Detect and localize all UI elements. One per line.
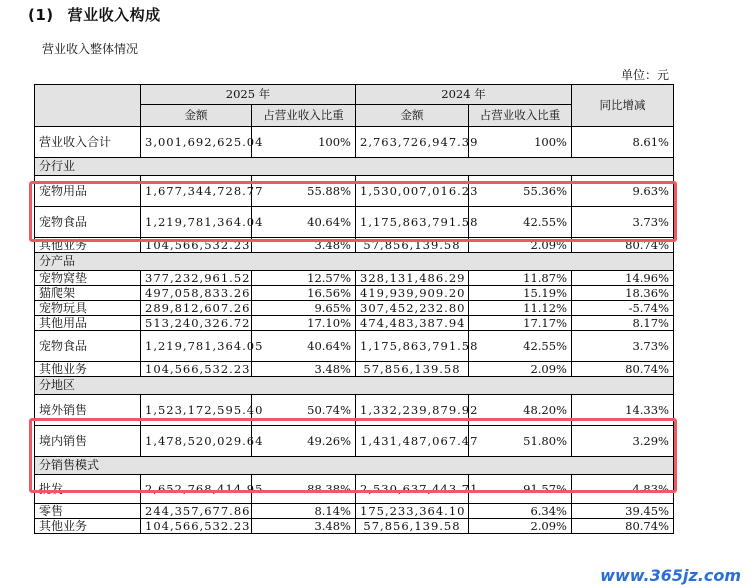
table-row [35,519,674,534]
yoy-change: 4.83% [572,475,674,504]
share-2024: 6.34% [469,504,572,519]
share-2025: 3.48% [252,362,356,377]
amount-2024: 1,431,487,067.47 [356,426,469,457]
share-2025: 12.57% [252,271,356,286]
table-row [35,271,674,286]
amount-2024: 57,856,139.58 [356,238,469,253]
amount-2025: 1,677,344,728.77 [141,176,252,207]
yoy-change: 18.36% [572,286,674,301]
table-row [35,362,674,377]
row-label: 境内销售 [35,426,141,457]
header-share-2024: 占营业收入比重 [469,105,572,127]
amount-2024: 57,856,139.58 [356,519,469,534]
share-2024: 11.87% [469,271,572,286]
share-2025: 49.26% [252,426,356,457]
highlight-box-industry [29,181,677,242]
share-2024: 48.20% [469,395,572,426]
yoy-change: -5.74% [572,301,674,316]
yoy-change: 80.74% [572,519,674,534]
section-row-region [35,377,674,395]
share-2025: 40.64% [252,207,356,238]
share-2024: 55.36% [469,176,572,207]
watermark: www.365jz.com [596,566,745,585]
amount-2024: 474,483,387.94 [356,316,469,331]
share-2025: 16.56% [252,286,356,301]
row-label: 猫爬架 [35,286,141,301]
share-2025: 88.38% [252,475,356,504]
table-row [35,286,674,301]
yoy-change: 80.74% [572,238,674,253]
share-2025: 9.65% [252,301,356,316]
share-2025: 17.10% [252,316,356,331]
yoy-change: 3.73% [572,331,674,362]
amount-2024: 328,131,486.29 [356,271,469,286]
row-label: 零售 [35,504,141,519]
section-row-product [35,253,674,271]
header-amount-2025: 金额 [141,105,252,127]
table-row-total [35,127,674,158]
yoy-change: 3.73% [572,207,674,238]
section-title: 分销售模式 [35,457,674,475]
amount-2024: 57,856,139.58 [356,362,469,377]
share-2025: 55.88% [252,176,356,207]
amount-2025: 2,652,768,414.95 [141,475,252,504]
table-row [35,504,674,519]
share-2024: 100% [469,127,572,158]
amount-2025: 104,566,532.23 [141,519,252,534]
highlight-box-region [29,418,677,493]
heading-title: 营业收入构成 [67,6,161,24]
amount-2025: 1,219,781,364.04 [141,207,252,238]
unit-label: 单位：元 [620,68,669,82]
yoy-change: 9.63% [572,176,674,207]
amount-2024: 2,763,726,947.39 [356,127,469,158]
row-label: 其他业务 [35,362,141,377]
row-label: 批发 [35,475,141,504]
row-label: 宠物窝垫 [35,271,141,286]
share-2024: 2.09% [469,362,572,377]
amount-2024: 175,233,364.10 [356,504,469,519]
yoy-change: 8.17% [572,316,674,331]
share-2025: 8.14% [252,504,356,519]
amount-2025: 1,219,781,364.05 [141,331,252,362]
header-year-2025: 2025 年 [141,85,356,105]
header-yoy: 同比增减 [572,85,674,127]
amount-2025: 513,240,326.72 [141,316,252,331]
yoy-change: 80.74% [572,362,674,377]
table-row [35,301,674,316]
amount-2025: 1,478,520,029.64 [141,426,252,457]
yoy-change: 3.29% [572,426,674,457]
row-label: 其他业务 [35,238,141,253]
share-2024: 2.09% [469,519,572,534]
header-row-years [35,85,674,105]
share-2024: 42.55% [469,331,572,362]
row-label: 宠物食品 [35,331,141,362]
header-blank-cell [35,85,141,127]
share-2025: 3.48% [252,238,356,253]
amount-2024: 419,939,909.20 [356,286,469,301]
share-2025: 100% [252,127,356,158]
amount-2025: 244,357,677.86 [141,504,252,519]
share-2025: 3.48% [252,519,356,534]
amount-2024: 1,175,863,791.58 [356,207,469,238]
section-heading [28,4,161,25]
section-title: 分地区 [35,377,674,395]
row-label: 宠物食品 [35,207,141,238]
table-row [35,316,674,331]
amount-2025: 377,232,961.52 [141,271,252,286]
table-subtitle: 营业收入整体情况 [42,42,139,56]
section-row-industry [35,158,674,176]
share-2024: 42.55% [469,207,572,238]
row-label: 宠物玩具 [35,301,141,316]
row-label: 其他业务 [35,519,141,534]
amount-2025: 3,001,692,625.04 [141,127,252,158]
yoy-change: 14.33% [572,395,674,426]
share-2024: 2.09% [469,238,572,253]
share-2024: 91.57% [469,475,572,504]
row-label: 宠物用品 [35,176,141,207]
table-row [35,331,674,362]
amount-2024: 307,452,232.80 [356,301,469,316]
header-amount-2024: 金额 [356,105,469,127]
share-2024: 11.12% [469,301,572,316]
amount-2024: 1,332,239,879.92 [356,395,469,426]
row-label: 营业收入合计 [35,127,141,158]
yoy-change: 39.45% [572,504,674,519]
amount-2025: 1,523,172,595.40 [141,395,252,426]
yoy-change: 8.61% [572,127,674,158]
row-label: 其他用品 [35,316,141,331]
amount-2025: 104,566,532.23 [141,362,252,377]
section-title: 分产品 [35,253,674,271]
yoy-change: 14.96% [572,271,674,286]
share-2024: 17.17% [469,316,572,331]
share-2024: 15.19% [469,286,572,301]
share-2024: 51.80% [469,426,572,457]
amount-2024: 2,530,637,443.71 [356,475,469,504]
amount-2025: 289,812,607.26 [141,301,252,316]
header-year-2024: 2024 年 [356,85,572,105]
amount-2024: 1,175,863,791.58 [356,331,469,362]
row-label: 境外销售 [35,395,141,426]
amount-2024: 1,530,007,016.23 [356,176,469,207]
share-2025: 50.74% [252,395,356,426]
share-2025: 40.64% [252,331,356,362]
section-title: 分行业 [35,158,674,176]
amount-2025: 104,566,532.23 [141,238,252,253]
heading-number: (1) [28,6,54,24]
amount-2025: 497,058,833.26 [141,286,252,301]
header-share-2025: 占营业收入比重 [252,105,356,127]
